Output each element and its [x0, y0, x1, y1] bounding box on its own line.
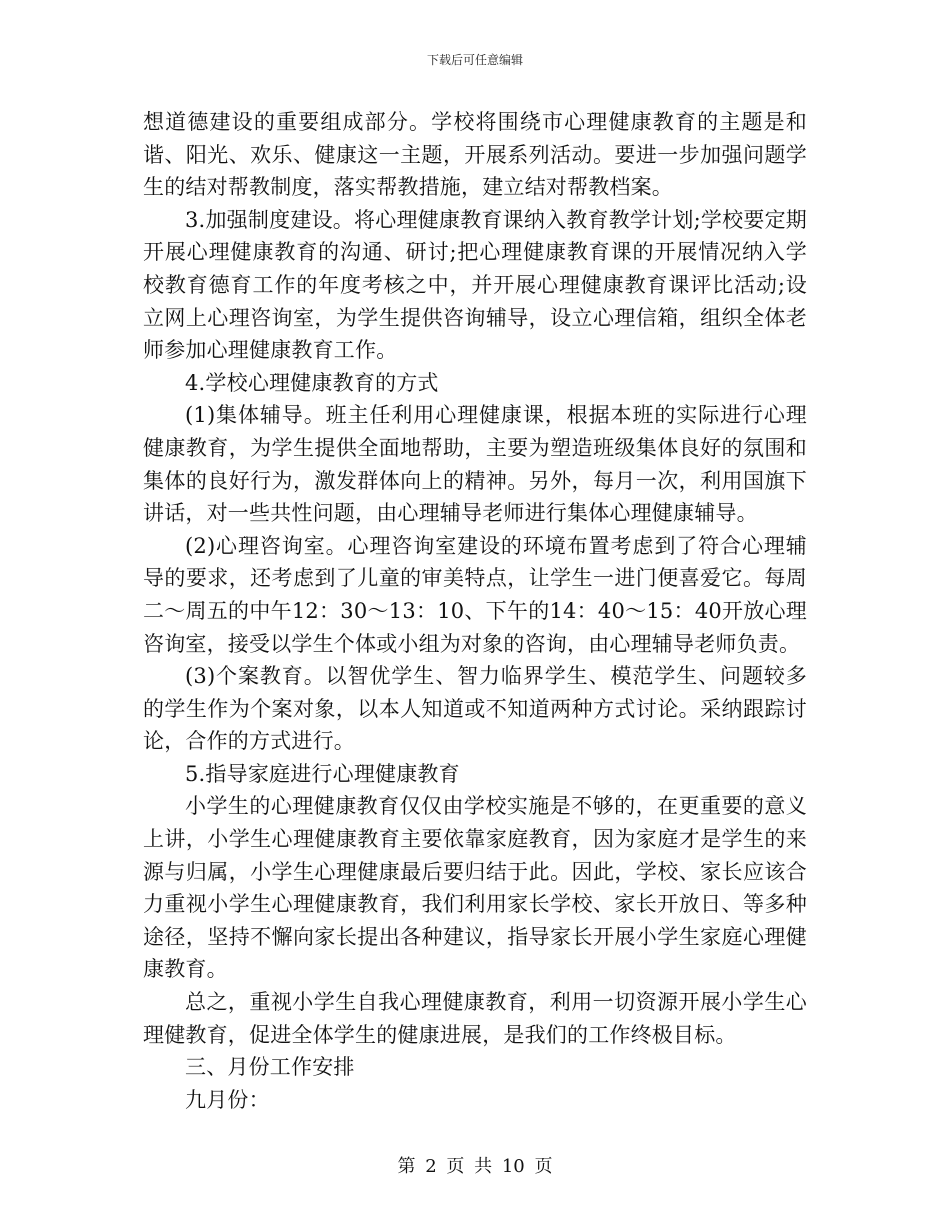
paragraph-system-building: 3.加强制度建设。将心理健康教育课纳入教育教学计划;学校要定期开展心理健康教育的沟通、研讨;把心理健康教育课的开展情况纳入学校教育德育工作的年度考核之中，并开展心理健康教育课评比活动;设立网上心理咨询室，为学生提供咨询辅导，设立心理信箱，组织全体老师参加心理健康教育工作。	[143, 207, 807, 363]
paragraph-counseling-room: (2)心理咨询室。心理咨询室建设的环境布置考虑到了符合心理辅导的要求，还考虑到了儿童的审美特点，让学生一进门便喜爱它。每周二～周五的中午12：30～13：10、下午的14：40～15：40开放心理咨询室，接受以学生个体或小组为对象的咨询，由心理辅导老师负责。	[143, 533, 807, 656]
page-header: 下载后可任意编辑	[426, 53, 523, 67]
paragraph-case-education: (3)个案教育。以智优学生、智力临界学生、模范学生、问题较多的学生作为个案对象，以本人知道或不知道两种方式讨论。采纳跟踪讨论，合作的方式进行。	[143, 664, 807, 754]
paragraph-continuation: 想道德建设的重要组成部分。学校将围绕市心理健康教育的主题是和谐、阳光、欢乐、健康这一主题，开展系列活动。要进一步加强问题学生的结对帮教制度，落实帮教措施，建立结对帮教档案。	[143, 110, 807, 200]
page-number-footer: 第 2 页 共 10 页	[397, 1156, 553, 1177]
paragraph-heading-family: 5.指导家庭进行心理健康教育	[185, 761, 460, 786]
paragraph-group-counseling: (1)集体辅导。班主任利用心理健康课，根据本班的实际进行心理健康教育，为学生提供全面地帮助，主要为塑造班级集体良好的氛围和集体的良好行为，激发群体向上的精神。另外，每月一次，利用国旗下讲话，对一些共性问题，由心理辅导老师进行集体心理健康辅导。	[143, 403, 807, 526]
document-body	[143, 106, 807, 1116]
paragraph-summary: 总之，重视小学生自我心理健康教育，利用一切资源开展小学生心理健教育，促进全体学生的健康进展，是我们的工作终极目标。	[143, 990, 807, 1047]
paragraph-family-education: 小学生的心理健康教育仅仅由学校实施是不够的，在更重要的意义上讲，小学生心理健康教育主要依靠家庭教育，因为家庭才是学生的来源与归属，小学生心理健康最后要归结于此。因此，学校、家长应该合力重视小学生心理健康教育，我们利用家长学校、家长开放日、等多种途径，坚持不懈向家长提出各种建议，指导家长开展小学生家庭心理健康教育。	[143, 794, 807, 982]
paragraph-september: 九月份：	[185, 1087, 270, 1112]
paragraph-heading-monthly-plan: 三、月份工作安排	[185, 1055, 355, 1080]
paragraph-heading-methods: 4.学校心理健康教育的方式	[185, 370, 439, 395]
